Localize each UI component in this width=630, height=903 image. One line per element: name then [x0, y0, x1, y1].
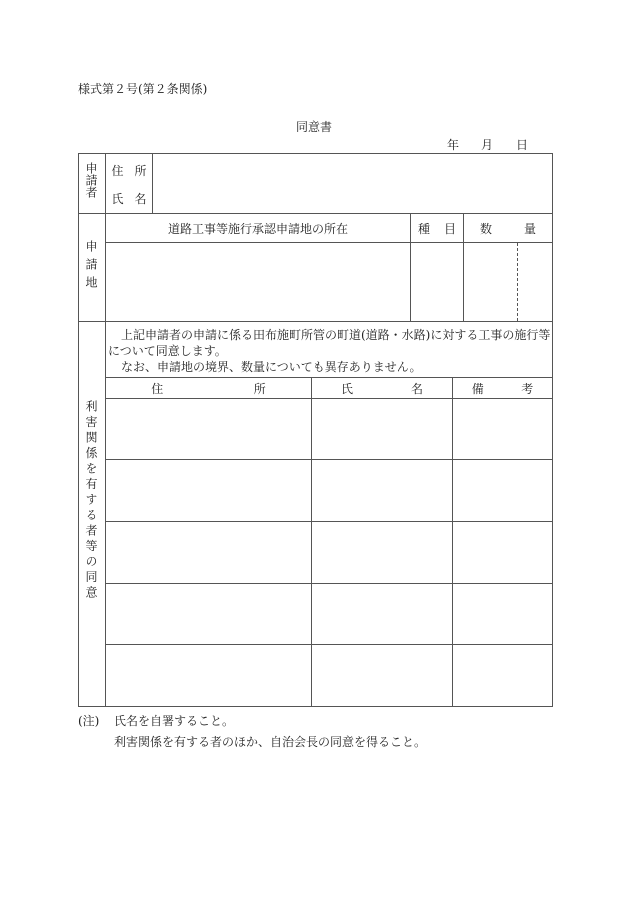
- consent-remarks-header: [453, 378, 552, 398]
- consent-text-line3: なお、申請地の境界、数量についても異存ありません。: [121, 360, 422, 374]
- date-year-label: 年: [447, 138, 460, 152]
- applicant-label: 申請者: [84, 162, 98, 198]
- table-row[interactable]: [106, 584, 552, 644]
- label-char: 名: [134, 191, 147, 206]
- site-quantity-header: [464, 214, 552, 242]
- consent-text-line2: について同意します。: [108, 344, 227, 358]
- consent-name-header: [312, 378, 452, 398]
- site-quantity-input[interactable]: [464, 243, 552, 320]
- date-month-label: 月: [481, 138, 494, 152]
- label-char: 所: [253, 381, 266, 396]
- label-char: 量: [523, 221, 536, 236]
- table-row[interactable]: [106, 460, 552, 521]
- label-char: 所: [134, 163, 147, 178]
- site-category-input[interactable]: [411, 243, 463, 320]
- label-char: 種: [417, 221, 430, 236]
- applicant-address-label: [106, 160, 152, 180]
- divider: [78, 321, 553, 322]
- label-char: 住: [151, 381, 164, 396]
- date-day-label: 日: [516, 138, 529, 152]
- site-location-header: 道路工事等施行承認申請地の所在: [167, 221, 348, 236]
- site-location-input[interactable]: [106, 243, 410, 320]
- consent-text-line1: 上記申請者の申請に係る田布施町所管の町道(道路・水路)に対する工事の施行等: [121, 328, 551, 342]
- note-item: 利害関係を有する者のほか、自治会長の同意を得ること。: [114, 735, 427, 749]
- label-char: 考: [521, 381, 534, 396]
- consent-address-header: [106, 378, 311, 398]
- label-char: 住: [111, 163, 124, 178]
- table-row[interactable]: [106, 522, 552, 583]
- label-char: 氏: [111, 191, 124, 206]
- label-char: 目: [443, 221, 456, 236]
- note-item: 氏名を自署すること。: [114, 714, 235, 728]
- table-border: [78, 153, 79, 707]
- label-char: 氏: [340, 381, 353, 396]
- label-char: 備: [471, 381, 484, 396]
- site-label: 申請地: [84, 240, 98, 294]
- site-category-header: [411, 214, 463, 242]
- notes-label: (注): [78, 714, 100, 728]
- table-border: [78, 706, 553, 707]
- label-char: 名: [410, 381, 423, 396]
- table-row[interactable]: [106, 645, 552, 706]
- table-border: [552, 153, 553, 707]
- applicant-name-label: [106, 188, 152, 208]
- page-title: 同意書: [296, 120, 333, 134]
- table-row[interactable]: [106, 399, 552, 459]
- form-number: 様式第２号(第２条関係): [78, 82, 208, 96]
- label-char: 数: [479, 221, 492, 236]
- applicant-input-area[interactable]: [153, 154, 551, 212]
- consent-label: 利害関係を有する者等の同意: [84, 400, 98, 602]
